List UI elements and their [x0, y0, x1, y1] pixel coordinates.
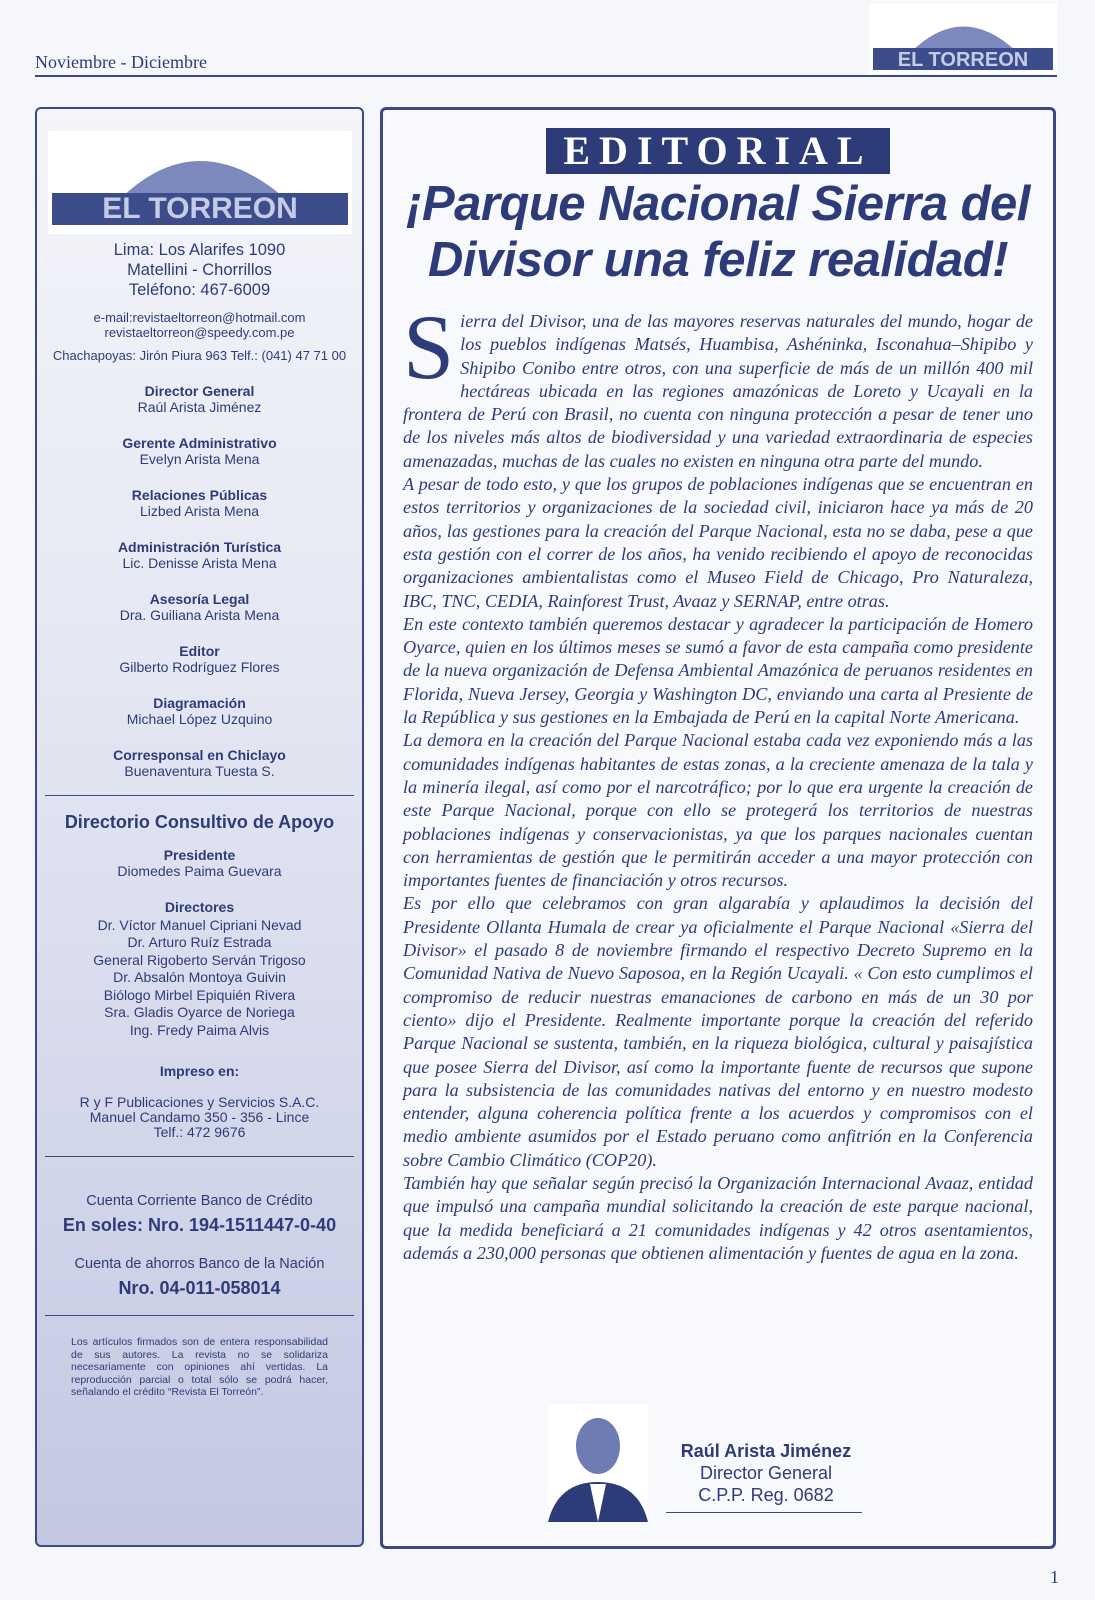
article-title: ¡Parque Nacional Sierra del Divisor una feliz realidad!	[406, 177, 1030, 287]
role-label: Administración Turística	[117, 539, 282, 555]
role-label: Directores	[164, 899, 235, 915]
director-name: Dr. Absalón Montoya Guivin	[113, 969, 286, 985]
printer-line: Manuel Candamo 350 - 356 - Lince	[89, 1109, 310, 1125]
divider	[45, 1315, 354, 1316]
role-label: Director General	[144, 383, 255, 399]
staff-entry	[37, 643, 362, 675]
role-label: Gerente Administrativo	[122, 435, 277, 451]
el-torreon-logo	[869, 4, 1057, 74]
author-name: Raúl Arista Jiménez	[680, 1441, 852, 1461]
paragraph: En este contexto también queremos destacar y agradecer la participación de Homero Oyarce, quien en los últimos meses se sumó a favor de esta campaña como presidente de la nueva organización de Defensa Ambiental Amazónica de peruanos residentes en Florida, Nueva Jersey, Georgia y Washington DC, enviando una carta al Presiente de la República y sus gestiones en la Embajada de Perú en la capital Norte Americana.	[403, 613, 1033, 728]
staff-name: Michael López Uzquino	[126, 711, 273, 727]
page-number: 1	[1050, 1567, 1059, 1587]
paragraph: También hay que señalar según precisó la Organización Internacional Avaaz, entidad que impulsó una campaña mundial solicitando la creación de este parque nacional, que la medida beneficiará a 21 comunidades indígenas y 42 otros asentamientos, además a 230,000 personas que obtienen alimentación y fuentes de agua en la zona.	[403, 1172, 1033, 1263]
paragraph: Es por ello que celebramos con gran algarabía y aplaudimos la decisión del Presidente Ollanta Humala de crear ya oficialmente el Parque Nacional «Sierra del Divisor» el pasado 8 de noviembre firmando el respectivo Decreto Supremo en la Comunidad Nativa de Nuevo Saposoa, en la Región Ucayali. « Con esto cumplimos el compromiso de reducir nuestras emanaciones de carbono en más de un 30 por ciento» dijo el Presidente. Realmente importante porque la creación del referido Parque Nacional se sustenta, también, en la riqueza biológica, cultural y paisajística que posee Sierra del Divisor, así como la importante fuente de recursos que supone para la subsistencia de las comunidades nativas del entorno y en nuestro modesto entender, alguna coherencia política frente a los acuerdos y compromisos con el medio ambiente asumidos por el Estado peruano como anfitrión en la Conferencia sobre Cambio Climático (COP20).	[403, 893, 1033, 1170]
svg-text:EL TORREON: EL TORREON	[897, 49, 1029, 71]
divider	[45, 795, 354, 796]
el-torreon-logo	[48, 131, 352, 234]
section-label: EDITORIAL	[546, 128, 890, 174]
role-label: Diagramación	[153, 695, 246, 711]
email: e-mail:revistaeltorreon@hotmail.com	[93, 310, 306, 325]
author-title: Director General	[699, 1463, 833, 1483]
role-label: Editor	[179, 643, 220, 659]
staff-entry	[37, 487, 362, 519]
director-name: General Rigoberto Serván Trigoso	[93, 951, 306, 968]
role-label: Presidente	[163, 847, 236, 863]
paragraph: La demora en la creación del Parque Nacional estaba cada vez exponiendo más a las comunidades indígenas habitantes de estas zonas, a la creciente amenaza de la tala y la minería ilegal, así como por el narcotráfico; por lo que era urgente la creación de este Parque Nacional, porque con ello se protegerá los territorios de nuestras poblaciones indígenas y conservacionistas, ya que los parques nacionales cuentan con herramientas de gestión que le permitirán acceder a una mayor protección con importantes fuentes de financiación y otros recursos.	[403, 730, 1033, 891]
staff-name: Lic. Denisse Arista Mena	[122, 555, 277, 571]
director-name: Sra. Gladis Oyarce de Noriega	[104, 1004, 295, 1020]
staff-name: Lizbed Arista Mena	[139, 503, 260, 519]
staff-name: Raúl Arista Jiménez	[137, 399, 262, 415]
address-line: Matellini - Chorrillos	[127, 261, 272, 279]
author-photo	[548, 1404, 648, 1522]
role-label: Asesoría Legal	[149, 591, 250, 607]
author-reg: C.P.P. Reg. 0682	[698, 1485, 834, 1505]
staff-name: Buenaventura Tuesta S.	[124, 763, 275, 779]
staff-entry	[37, 383, 362, 415]
account-number: En soles: Nro. 194-1511447-0-40	[62, 1215, 337, 1235]
printer-line: Telf.: 472 9676	[153, 1124, 246, 1140]
staff-entry	[37, 695, 362, 727]
staff-name: Gilberto Rodríguez Flores	[119, 659, 280, 675]
staff-name: Dra. Guiliana Arista Mena	[119, 607, 280, 623]
drop-cap: S	[403, 296, 455, 398]
signature-line	[666, 1512, 862, 1513]
staff-name: Evelyn Arista Mena	[139, 451, 260, 467]
staff-entry	[37, 591, 362, 623]
paragraph: ierra del Divisor, una de las mayores reservas naturales del mundo, hogar de los pueblos indígenas Matsés, Huambisa, Ashéninka, Isconahua–Shipibo y Shipibo Conibo entre otros, con una superficie de más de un millón 400 mil hectáreas ubicada en las regiones amazónicas de Loreto y Ucayali en la frontera de Perú con Brasil, no cuenta con ninguna protección a pesar de tener uno de los niveles más altos de biodiversidad y una variedad extraordinaria de especies amenazadas, muchas de las cuales no existen en ninguna otra parte del mundo.	[403, 311, 1033, 471]
printer-line: R y F Publicaciones y Servicios S.A.C.	[79, 1094, 320, 1110]
director-name: Biólogo Mirbel Epiquién Rivera	[103, 986, 296, 1003]
director-name: Ing. Fredy Paima Alvis	[129, 1021, 270, 1038]
role-label: Corresponsal en Chiclayo	[113, 747, 286, 763]
staff-entry	[37, 747, 362, 779]
divider	[45, 1156, 354, 1157]
email: revistaeltorreon@speedy.com.pe	[104, 325, 295, 340]
staff-entry	[37, 539, 362, 571]
role-label: Relaciones Públicas	[131, 487, 268, 503]
account-label: Cuenta Corriente Banco de Crédito	[86, 1193, 313, 1209]
account-number: Nro. 04-011-058014	[118, 1278, 281, 1298]
address-line: Lima: Los Alarifes 1090	[113, 241, 286, 259]
phone: Teléfono: 467-6009	[128, 281, 271, 299]
disclaimer: Los artículos firmados son de entera responsabilidad de sus autores. La revista no se solidariza necesariamente con opiniones ahí vertidas. La reproducción parcial o total sólo se podrá hacer, señalando el crédito “Revista El Torreón”.	[71, 1336, 328, 1398]
editorial-article	[380, 107, 1056, 1549]
branch-address: Chachapoyas: Jirón Piura 963 Telf.: (041) 47 71 00	[52, 348, 347, 363]
paragraph: A pesar de todo esto, y que los grupos de poblaciones indígenas que se encuentran en estos territorios y organizaciones de la sociedad civil, iniciaron hace ya más de 20 años, las gestiones para la creación del Parque Nacional, esta no se daba, pese a que esta gestión con el correr de los años, ha venido recibiendo el apoyo de reconocidas organizaciones ambientalistas como el Museo Field de Chicago, Pro Naturaleza, IBC, TNC, CEDIA, Rainforest Trust, Avaaz y SERNAP, entre otras.	[403, 474, 1033, 611]
issue-date: Noviembre - Diciembre	[35, 52, 207, 72]
board-title: Directorio Consultivo de Apoyo	[64, 812, 335, 832]
svg-text:EL TORREON: EL TORREON	[101, 192, 298, 225]
staff-entry	[37, 435, 362, 467]
sidebar-masthead	[35, 107, 364, 1547]
header-rule	[35, 75, 1057, 77]
director-name: Dr. Arturo Ruíz Estrada	[127, 934, 272, 950]
account-label: Cuenta de ahorros Banco de la Nación	[74, 1256, 325, 1272]
printed-label: Impreso en:	[159, 1063, 240, 1079]
director-name: Dr. Víctor Manuel Cipriani Nevad	[97, 916, 302, 933]
signature-block	[548, 1404, 868, 1522]
president-name: Diomedes Paima Guevara	[117, 863, 282, 879]
